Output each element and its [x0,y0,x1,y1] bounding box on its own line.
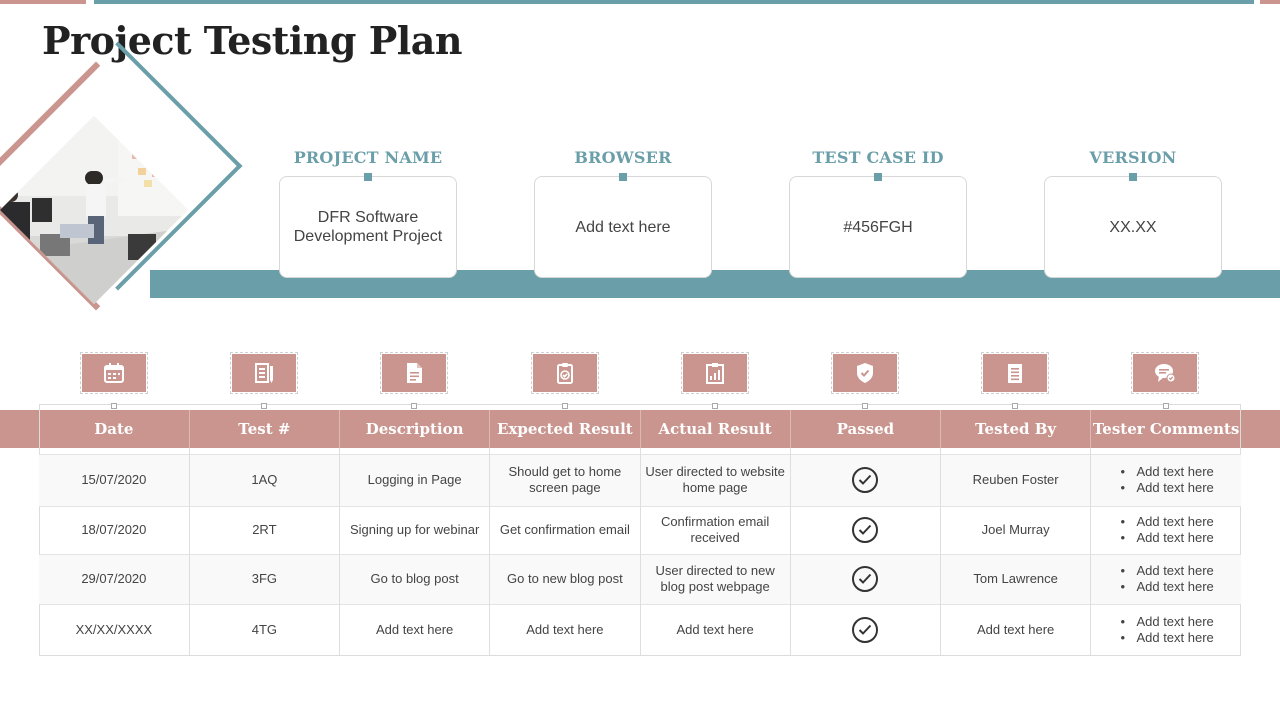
calendar-icon [103,362,125,384]
cell-tester-comments [1091,454,1241,506]
document-icon-cell [380,352,448,394]
cell-tested-by: Tom Lawrence [941,554,1091,604]
cell-test-number: 4TG [189,604,339,656]
shield-check-icon-cell [831,352,899,394]
comment-item: • Add text here [1118,630,1213,646]
check-circle-icon [852,517,878,543]
cell-passed [790,454,940,506]
cell-actual-result: Confirmation email received [640,506,790,554]
cell-tested-by: Reuben Foster [941,454,1091,506]
cell-tested-by: Joel Murray [941,506,1091,554]
comment-item: • Add text here [1118,563,1213,579]
checklist-icon [253,362,275,384]
cell-tester-comments [1091,554,1241,604]
check-circle-icon [852,566,878,592]
shield-check-icon [854,362,876,384]
table-row [39,454,1241,506]
info-value[interactable]: #456FGH [789,176,967,278]
report-chart-icon-cell [681,352,749,394]
cell-expected-result: Add text here [490,604,640,656]
info-card-project-name [279,148,457,245]
column-header-test-number: Test # [189,410,339,448]
column-header-passed: Passed [790,410,940,448]
info-card-version [1044,148,1222,236]
cell-expected-result: Should get to home screen page [490,454,640,506]
notes-icon [1004,362,1026,384]
cell-actual-result: Add text here [640,604,790,656]
column-header-expected-result: Expected Result [490,410,640,448]
column-header-description: Description [340,410,490,448]
cell-date: 29/07/2020 [39,554,189,604]
top-accent-bar-teal [94,0,1254,4]
cell-description: Go to blog post [340,554,490,604]
calendar-icon-cell [80,352,148,394]
report-chart-icon [704,362,726,384]
info-value[interactable]: Add text here [534,176,712,278]
table-header-row [39,410,1241,448]
cell-test-number: 3FG [189,554,339,604]
comment-item: • Add text here [1118,530,1213,546]
connector-dot [364,173,372,181]
cell-date: XX/XX/XXXX [39,604,189,656]
cell-tested-by: Add text here [941,604,1091,656]
cell-expected-result: Get confirmation email [490,506,640,554]
cell-actual-result: User directed to website home page [640,454,790,506]
connector-dot [619,173,627,181]
comment-item: • Add text here [1118,514,1213,530]
cell-date: 15/07/2020 [39,454,189,506]
cell-test-number: 1AQ [189,454,339,506]
connector-dot [874,173,882,181]
cell-passed [790,604,940,656]
info-label: BROWSER [574,148,672,167]
test-plan-table [39,410,1241,656]
info-label: VERSION [1089,148,1177,167]
document-icon [403,362,425,384]
table-row [39,604,1241,656]
cell-description: Logging in Page [340,454,490,506]
clipboard-check-icon [554,362,576,384]
chat-bubble-icon [1153,362,1177,384]
connector-dot [1129,173,1137,181]
info-card-browser [534,148,712,236]
column-header-tester-comments: Tester Comments [1092,420,1240,438]
column-header-actual-result: Actual Result [640,410,790,448]
cell-passed [790,506,940,554]
cell-expected-result: Go to new blog post [490,554,640,604]
cell-test-number: 2RT [189,506,339,554]
check-circle-icon [852,467,878,493]
info-value[interactable]: DFR Software Development Project [279,176,457,278]
comment-item: • Add text here [1118,614,1213,630]
comment-item: • Add text here [1118,480,1213,496]
chat-bubble-icon-cell [1131,352,1199,394]
cell-actual-result: User directed to new blog post webpage [640,554,790,604]
info-card-test-case-id [789,148,967,236]
info-label: TEST CASE ID [812,148,944,167]
table-row [39,554,1241,604]
info-label: PROJECT NAME [293,148,443,167]
cell-passed [790,554,940,604]
cell-tester-comments [1091,604,1241,656]
comment-item: • Add text here [1118,464,1213,480]
checklist-icon-cell [230,352,298,394]
top-accent-bar-pink [0,0,86,4]
notes-icon-cell [981,352,1049,394]
cell-tester-comments [1091,506,1241,554]
clipboard-check-icon-cell [531,352,599,394]
page-title: Project Testing Plan [42,18,462,63]
table-row [39,506,1241,554]
comment-item: • Add text here [1118,579,1213,595]
cell-date: 18/07/2020 [39,506,189,554]
cell-description: Add text here [340,604,490,656]
column-header-date: Date [39,410,189,448]
column-header-tested-by: Tested By [941,410,1091,448]
top-accent-bar-pink-right [1260,0,1280,4]
info-value[interactable]: XX.XX [1044,176,1222,278]
check-circle-icon [852,617,878,643]
cell-description: Signing up for webinar [340,506,490,554]
